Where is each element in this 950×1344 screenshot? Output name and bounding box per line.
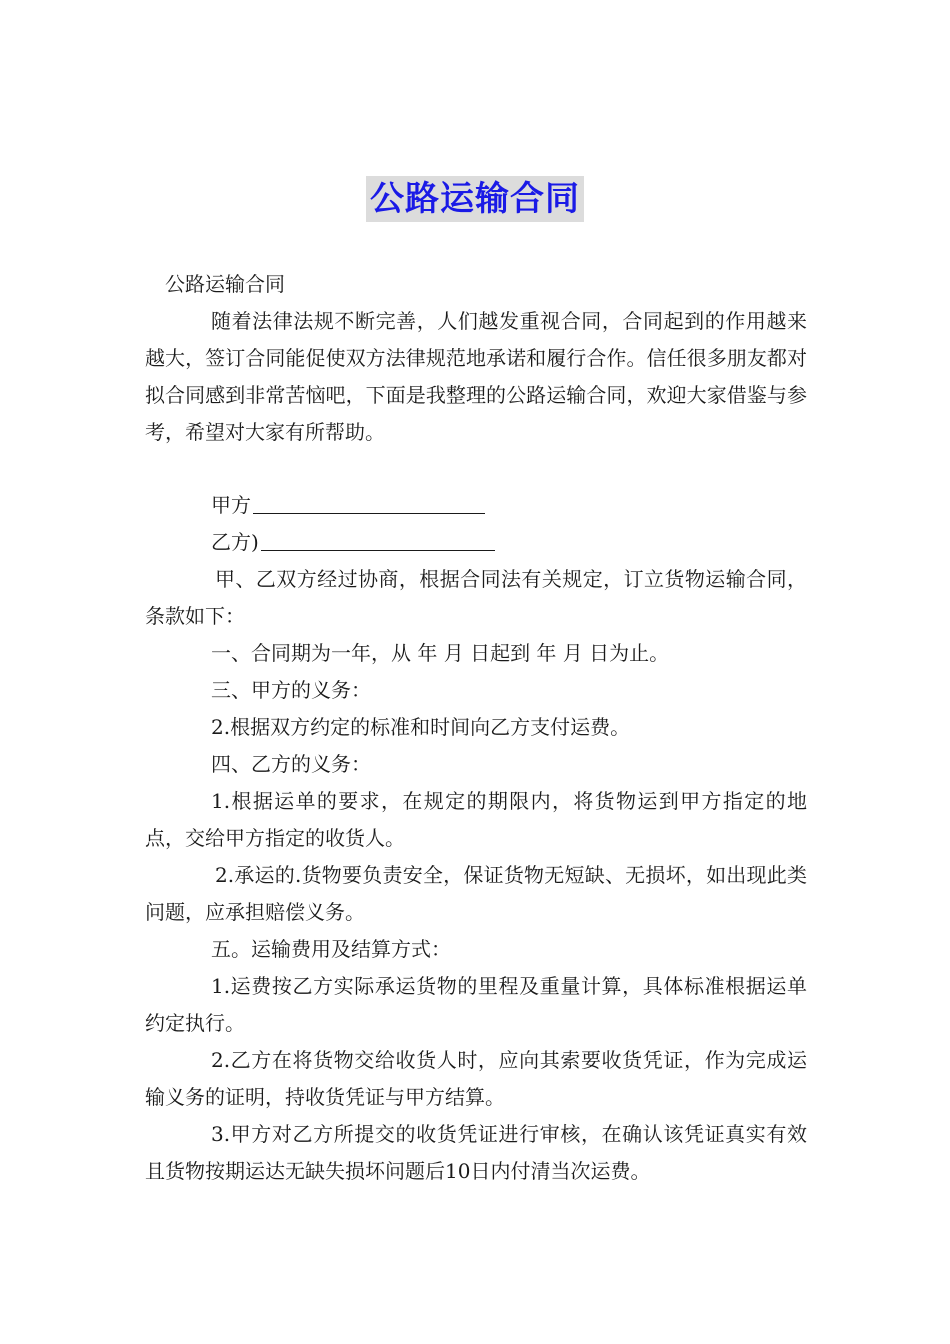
paragraph-spacer <box>145 451 807 487</box>
party-a-line <box>145 487 807 524</box>
party-b-line <box>145 524 807 561</box>
clause-1: 一、合同期为一年，从 年 月 日起到 年 月 日为止。 <box>211 641 670 665</box>
section-5-heading: 五。运输费用及结算方式： <box>211 937 451 961</box>
subtitle: 公路运输合同 <box>165 272 285 296</box>
party-a-blank <box>253 493 485 514</box>
document-body <box>145 266 807 1190</box>
party-b-blank <box>261 530 495 551</box>
section-5-item-2: 2.乙方在将货物交给收货人时，应向其索要收货凭证，作为完成运输义务的证明，持收货凭证与甲方结算。 <box>145 1048 807 1109</box>
preamble-paragraph: 甲、乙双方经过协商，根据合同法有关规定，订立货物运输合同，条款如下： <box>145 567 807 628</box>
title-container <box>0 176 950 222</box>
section-4-item-2: 2.承运的.货物要负责安全，保证货物无短缺、无损坏，如出现此类问题，应承担赔偿义务。 <box>145 863 807 924</box>
section-3-item-2: 2.根据双方约定的标准和时间向乙方支付运费。 <box>211 715 631 739</box>
party-a-label: 甲方 <box>211 493 251 517</box>
section-5-item-3: 3.甲方对乙方所提交的收货凭证进行审核，在确认该凭证真实有效且货物按期运达无缺失损坏问题后10日内付清当次运费。 <box>145 1122 807 1183</box>
section-4-heading: 四、乙方的义务： <box>211 752 371 776</box>
section-3-heading: 三、甲方的义务： <box>211 678 371 702</box>
party-b-label: 乙方) <box>211 530 259 554</box>
section-5-item-1: 1.运费按乙方实际承运货物的里程及重量计算，具体标准根据运单约定执行。 <box>145 974 807 1035</box>
document-title: 公路运输合同 <box>366 176 584 222</box>
section-4-item-1: 1.根据运单的要求，在规定的期限内，将货物运到甲方指定的地点，交给甲方指定的收货人。 <box>145 789 807 850</box>
intro-paragraph: 随着法律法规不断完善，人们越发重视合同，合同起到的作用越来越大，签订合同能促使双方法律规范地承诺和履行合作。信任很多朋友都对拟合同感到非常苦恼吧，下面是我整理的公路运输合同，欢迎大家借鉴与参考，希望对大家有所帮助。 <box>145 309 807 444</box>
